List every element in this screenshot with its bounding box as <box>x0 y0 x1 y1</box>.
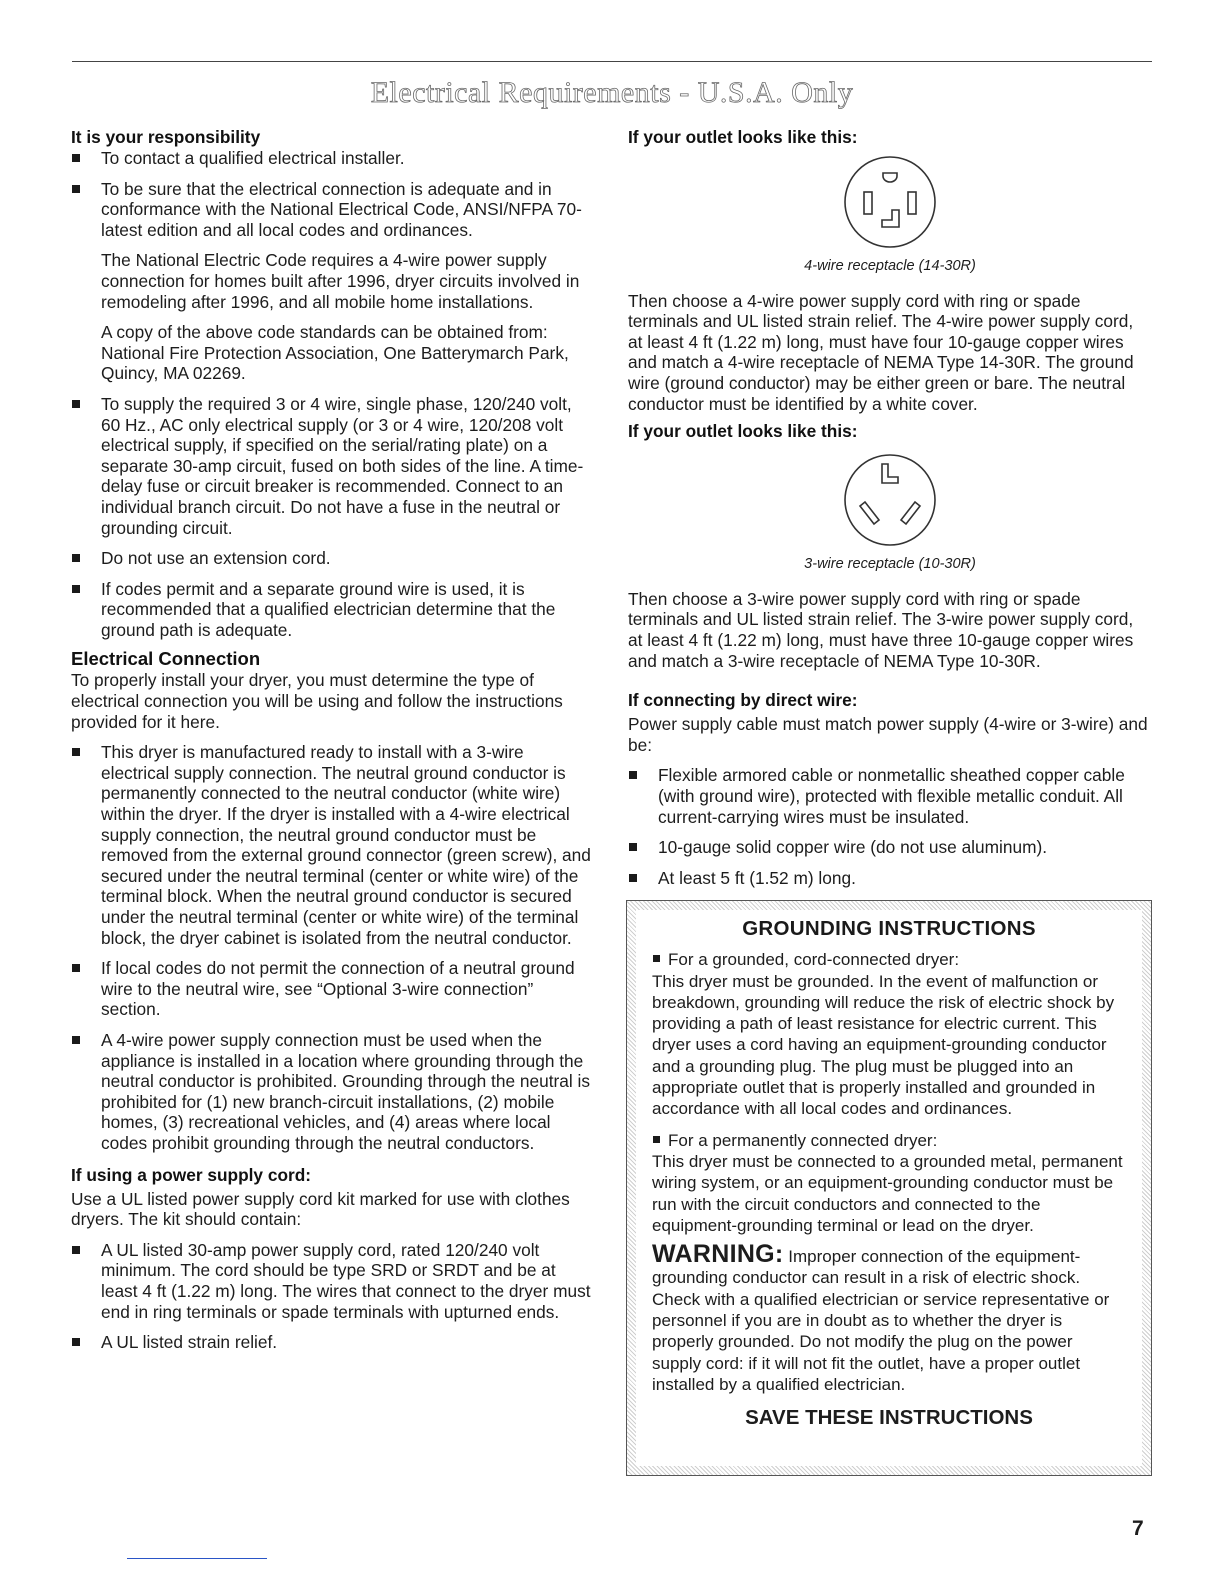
warning-label: WARNING: <box>652 1240 784 1269</box>
direct-wire-heading: If connecting by direct wire: <box>628 690 858 711</box>
cord-intro: Use a UL listed power supply cord kit marked for use with clothes dryers. The kit should contain: <box>71 1188 570 1230</box>
list-item: 10-gauge solid copper wire (do not use aluminum). <box>628 837 1152 858</box>
warning-paragraph <box>652 1240 1126 1395</box>
left-column <box>71 126 591 1353</box>
warning-text: Improper connection of the equipment-grounding conductor can result in a risk of electric shock. Check with a qualified electrician or service representative or personnel if you are in doubt as to whether the dryer is properly grounded. Do not modify the plug on the power supply cord: if it will not fit the outlet, have a proper outlet installed by a qualified electrician. <box>652 1247 1110 1394</box>
power-cord-heading: If using a power supply cord: <box>71 1164 312 1185</box>
page-title: Electrical Requirements - U.S.A. Only <box>370 76 854 109</box>
responsibility-heading: It is your responsibility <box>71 127 261 147</box>
list-item: Flexible armored cable or nonmetallic sheathed copper cable (with ground wire), protected with flexible metallic conduit. All current-carrying wires must be insulated. <box>628 765 1152 827</box>
grounding-instructions-box <box>626 900 1152 1476</box>
list-item: A UL listed 30-amp power supply cord, rated 120/240 volt minimum. The cord should be type SRD or SRDT and be at least 4 ft (1.22 m) long. The wires that connect to the dryer must end in ring terminals or spade terminals with upturned ends. <box>71 1240 591 1322</box>
direct-wire-list <box>628 765 1152 888</box>
footer-line <box>127 1558 267 1559</box>
list-item: To contact a qualified electrical installer. <box>71 148 591 169</box>
list-item: If local codes do not permit the connection of a neutral ground wire to the neutral wire, see “Optional 3-wire connection” section. <box>71 958 591 1020</box>
receptacle-4-wire-icon <box>840 152 940 252</box>
receptacle-4-wire-figure <box>628 152 1152 252</box>
cord-connected-text: This dryer must be grounded. In the event of malfunction or breakdown, grounding will reduce the risk of electric shock by providing a path of least resistance for electric current. This dryer uses a cord having an equipment-grounding conductor and a grounding plug. The plug must be plugged into an appropriate outlet that is properly installed and grounded in accordance with all local codes and ordinances. <box>652 971 1115 1119</box>
three-wire-paragraph: Then choose a 3-wire power supply cord with ring or spade terminals and UL listed strain relief. The 3-wire power supply cord, at least 4 ft (1.22 m) long, must have three 10-gauge copper wires and match a 3-wire receptacle of NEMA Type 10-30R. <box>628 588 1134 671</box>
list-item: At least 5 ft (1.52 m) long. <box>628 868 1152 889</box>
cord-list <box>71 1240 591 1353</box>
outlet-heading-3-wire: If your outlet looks like this: <box>628 421 858 442</box>
four-wire-paragraph: Then choose a 4-wire power supply cord with ring or spade terminals and UL listed strain relief. The 4-wire power supply cord, at least 4 ft (1.22 m) long, must have four 10-gauge copper wires and match a 4-wire receptacle of NEMA Type 14-30R. The ground wire (ground conductor) may be either green or bare. The neutral conductor must be identified by a white cover. <box>628 290 1134 414</box>
connection-list <box>71 742 591 1153</box>
right-column <box>628 126 1152 888</box>
code-requirement-paragraph: The National Electric Code requires a 4-wire power supply connection for homes built after 1996, dryer circuits involved in remodeling after 1996, and all mobile home installations. <box>101 250 580 312</box>
list-item: To supply the required 3 or 4 wire, single phase, 120/240 volt, 60 Hz., AC only electrical supply (or 3 or 4 wire, 120/208 volt electrical supply, if specified on the serial/rating plate) on a separate 30-amp circuit, fused on both sides of the line. A time-delay fuse or circuit breaker is recommended. Connect to an individual branch circuit. Do not have a fuse in the neutral or grounding circuit. <box>71 394 591 538</box>
save-instructions: SAVE THESE INSTRUCTIONS <box>745 1406 1033 1430</box>
connection-intro: To properly install your dryer, you must determine the type of electrical connection you will be using and follow the instructions provided for it here. <box>71 670 563 732</box>
top-rule <box>72 61 1152 62</box>
caption-3-wire: 3-wire receptacle (10-30R) <box>804 556 976 573</box>
list-item: This dryer is manufactured ready to install with a 3-wire electrical supply connection. The neutral ground conductor is permanently connected to the neutral conductor (white wire) within the dryer. If the dryer is installed with a 4-wire electrical supply connection, the neutral ground conductor must be removed from the external ground connector (green screw), and secured under the neutral terminal (center or white wire) of the terminal block. When the neutral ground conductor is secured under the neutral terminal (center or white wire) of the terminal block, the dryer cabinet is isolated from the neutral conductor. <box>71 742 591 948</box>
cord-connected-heading: For a grounded, cord-connected dryer: <box>652 949 1126 970</box>
page-number: 7 <box>1132 1517 1144 1540</box>
caption-4-wire: 4-wire receptacle (14-30R) <box>804 258 976 274</box>
permanent-connection-text: This dryer must be connected to a grounded metal, permanent wiring system, or an equipment-grounding conductor must be run with the circuit conductors and connected to the equipment-grounding terminal or lead on the dryer. <box>652 1151 1123 1235</box>
list-item: Do not use an extension cord. <box>71 548 591 569</box>
receptacle-3-wire-icon <box>840 450 940 550</box>
code-copy-paragraph: A copy of the above code standards can be obtained from: National Fire Protection Association, One Batterymarch Park, Quincy, MA 02269. <box>101 322 569 384</box>
responsibility-list <box>71 148 591 240</box>
list-item: A 4-wire power supply connection must be used when the appliance is installed in a location where grounding through the neutral conductor is prohibited. Grounding through the neutral is prohibited for (1) new branch-circuit installations, (2) mobile homes, (3) recreational vehicles, and (4) areas where local codes prohibit grounding through the neutral conductors. <box>71 1030 591 1154</box>
direct-wire-intro: Power supply cable must match power supply (4-wire or 3-wire) and be: <box>628 714 1148 755</box>
electrical-connection-heading: Electrical Connection <box>71 648 261 670</box>
supply-list <box>71 394 591 641</box>
outlet-heading-4-wire: If your outlet looks like this: <box>628 127 858 147</box>
list-item: A UL listed strain relief. <box>71 1332 591 1353</box>
grounding-box-inner <box>636 910 1142 1466</box>
grounding-title: GROUNDING INSTRUCTIONS <box>742 917 1036 940</box>
permanent-connection-heading: For a permanently connected dryer: <box>652 1130 1126 1151</box>
list-item: To be sure that the electrical connection is adequate and in conformance with the National Electrical Code, ANSI/NFPA 70-latest edition and all local codes and ordinances. <box>71 179 591 241</box>
list-item: If codes permit and a separate ground wire is used, it is recommended that a qualified electrician determine that the ground path is adequate. <box>71 579 591 641</box>
receptacle-3-wire-figure <box>628 450 1152 550</box>
